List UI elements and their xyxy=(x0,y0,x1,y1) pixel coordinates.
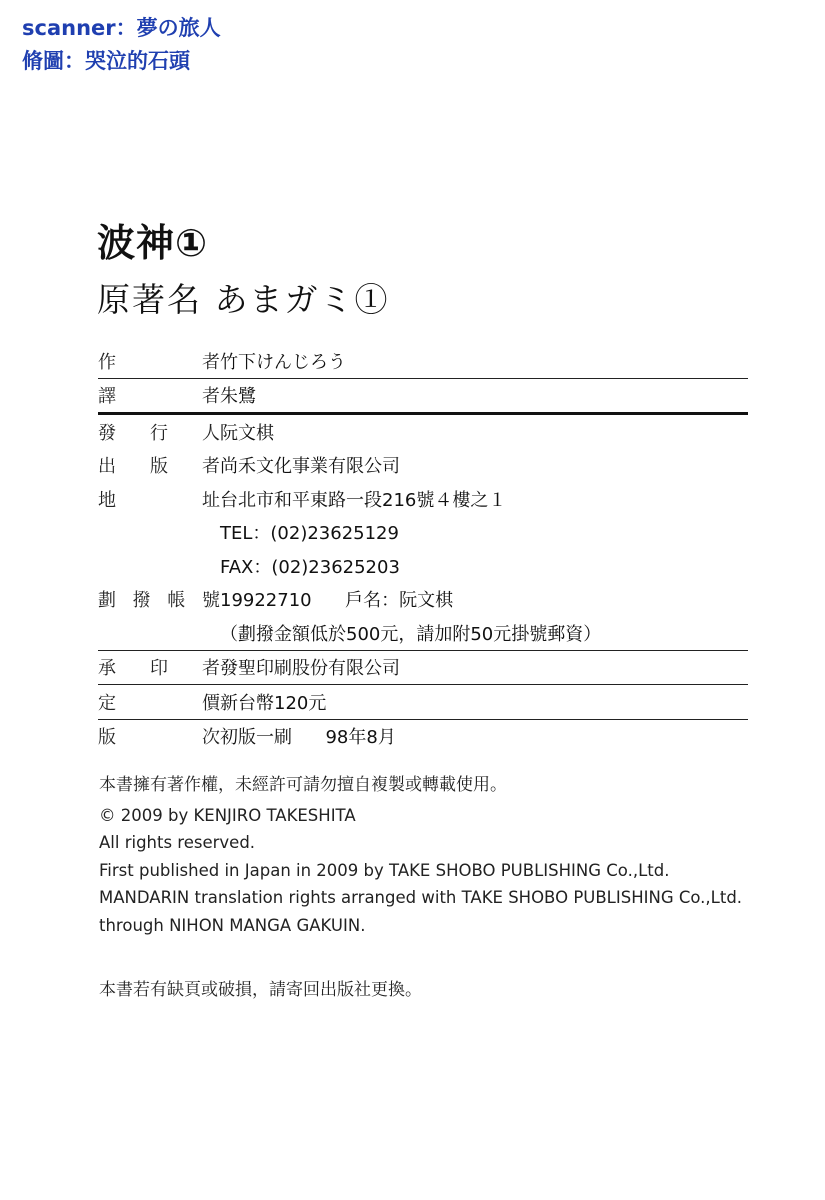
account-label: 劃撥帳號 xyxy=(98,590,220,612)
retouch-credit: 脩圖：哭泣的石頭 xyxy=(22,49,190,73)
book-title: 波神① xyxy=(97,221,209,265)
author-label: 作者 xyxy=(98,351,220,373)
original-title: 原著名 あまガミ① xyxy=(97,280,390,319)
address-label: 地址 xyxy=(98,489,220,511)
printer-row xyxy=(98,651,748,685)
edition-value: 初版一刷 xyxy=(220,727,292,749)
copyright-notes xyxy=(99,772,779,939)
defect-return-note: 本書若有缺頁或破損，請寄回出版社更換。 xyxy=(99,980,422,1000)
through-agency: through NIHON MANGA GAKUIN. xyxy=(99,915,366,935)
translator-value: 朱鷺 xyxy=(220,386,256,408)
edition-date: 98年8月 xyxy=(325,727,396,749)
account-note-row xyxy=(98,616,748,650)
translator-label: 譯者 xyxy=(98,386,220,408)
publisher-row xyxy=(98,449,748,483)
tel-value: TEL：(02)23625129 xyxy=(220,523,399,545)
fax-value: FAX：(02)23625203 xyxy=(220,556,400,578)
price-value: 新台幣120元 xyxy=(220,692,327,714)
colophon-table xyxy=(98,344,748,753)
account-number: 19922710 xyxy=(220,590,312,612)
address-row xyxy=(98,482,748,516)
issuer-label: 發行人 xyxy=(98,422,220,444)
fax-row xyxy=(98,549,748,583)
address-value: 台北市和平東路一段216號４樓之１ xyxy=(220,489,507,511)
author-value: 竹下けんじろう xyxy=(220,351,346,373)
issuer-row xyxy=(98,415,748,449)
author-row xyxy=(98,344,748,378)
printer-value: 發聖印刷股份有限公司 xyxy=(220,658,400,680)
scan-credits xyxy=(22,12,221,78)
printer-label: 承印者 xyxy=(98,658,220,680)
scanner-credit: scanner：夢の旅人 xyxy=(22,16,221,40)
account-holder: 戶名：阮文棋 xyxy=(345,590,454,612)
publisher-value: 尚禾文化事業有限公司 xyxy=(220,456,400,478)
account-note: （劃撥金額低於500元，請加附50元掛號郵資） xyxy=(220,623,602,645)
price-label: 定價 xyxy=(98,692,220,714)
translation-rights: MANDARIN translation rights arranged with TAKE SHOBO PUBLISHING Co.,Ltd. xyxy=(99,888,743,907)
account-row xyxy=(98,583,748,617)
issuer-value: 阮文棋 xyxy=(220,422,274,444)
price-row xyxy=(98,685,748,719)
tel-row xyxy=(98,516,748,550)
first-published: First published in Japan in 2009 by TAKE SHOBO PUBLISHING Co.,Ltd. xyxy=(99,860,670,880)
translator-row xyxy=(98,379,748,413)
rights-reserved: All rights reserved. xyxy=(99,833,256,852)
edition-label: 版次 xyxy=(98,727,220,749)
publisher-label: 出版者 xyxy=(98,456,220,478)
copyright-line: © 2009 by KENJIRO TAKESHITA xyxy=(99,805,356,825)
copyright-zh: 本書擁有著作權，未經許可請勿擅自複製或轉載使用。 xyxy=(99,775,507,795)
edition-row xyxy=(98,720,748,754)
